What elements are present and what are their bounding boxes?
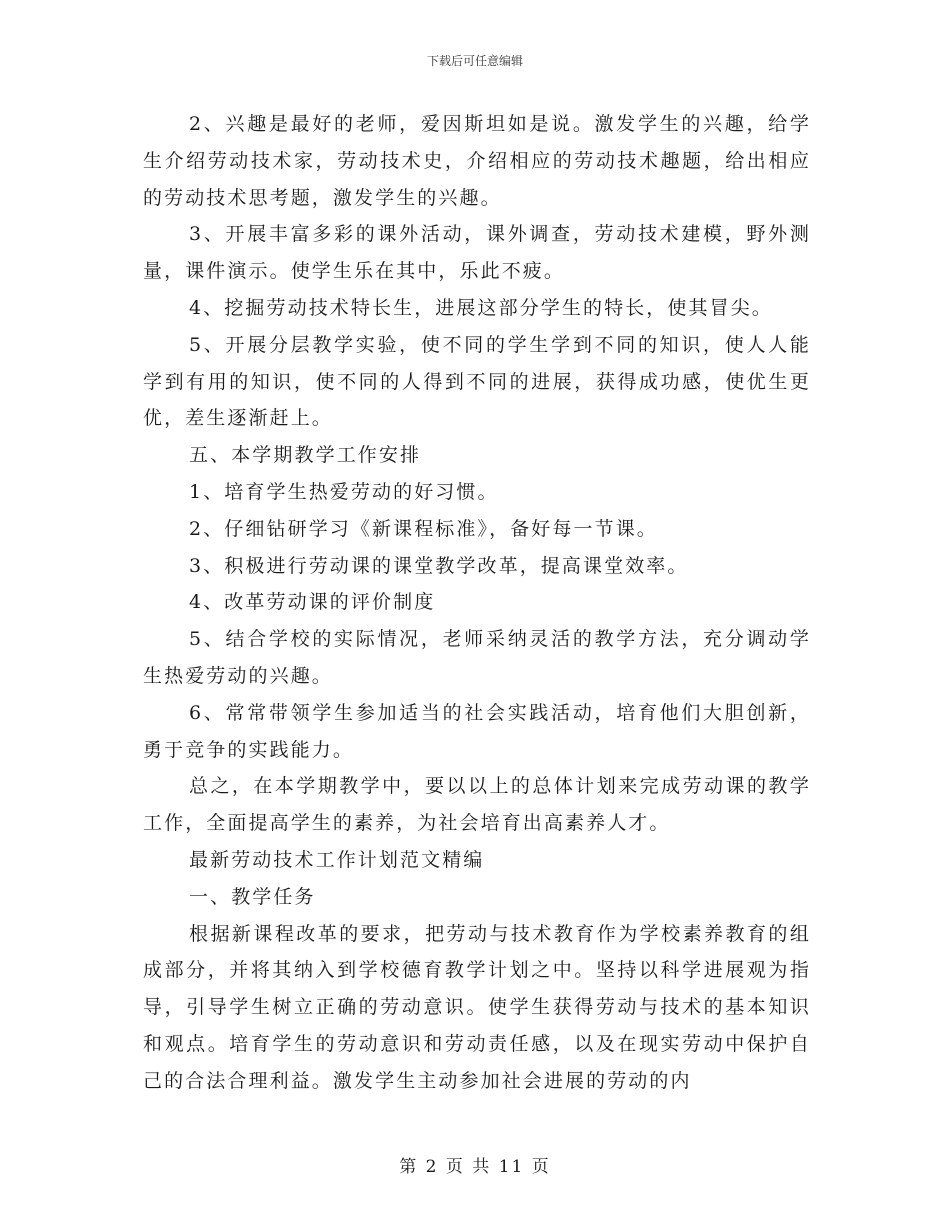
page-footer: 第 2 页 共 11 页 (399, 1157, 551, 1177)
list-item-practice: 6、常常带领学生参加适当的社会实践活动，培育他们大胆创新，勇于竞争的实践能力。 (143, 701, 811, 761)
list-item-evaluation: 4、改革劳动课的评价制度 (189, 591, 436, 614)
document-subtitle: 最新劳动技术工作计划范文精编 (189, 848, 485, 871)
paragraph-summary: 总之，在本学期教学中，要以以上的总体计划来完成劳动课的教学工作，全面提高学生的素养，为社会培育出高素养人才。 (143, 775, 811, 835)
section-heading-tasks: 一、教学任务 (189, 885, 316, 908)
paragraph-activities: 3、开展丰富多彩的课外活动，课外调查，劳动技术建模，野外测量，课件演示。使学生乐在其中，乐此不疲。 (143, 223, 811, 283)
list-item-standard: 2、仔细钻研学习《新课程标准》，备好每一节课。 (189, 517, 658, 540)
paragraph-talent: 4、挖掘劳动技术特长生，进展这部分学生的特长，使其冒尖。 (189, 296, 773, 319)
page-header: 下载后可任意编辑 (426, 54, 523, 68)
list-item-reform: 3、积极进行劳动课的课堂教学改革，提高课堂效率。 (189, 554, 689, 577)
paragraph-tasks: 根据新课程改革的要求，把劳动与技术教育作为学校素养教育的组成部分，并将其纳入到学校德育教学计划之中。坚持以科学进展观为指导，引导学生树立正确的劳动意识。使学生获得劳动与技术的基本知识和观点。培育学生的劳动意识和劳动责任感，以及在现实劳动中保护自己的合法合理利益。激发学生主动参加社会进展的劳动的内 (143, 922, 811, 1092)
list-item-methods: 5、结合学校的实际情况，老师采纳灵活的教学方法，充分调动学生热爱劳动的兴趣。 (143, 628, 811, 687)
section-heading-arrangement: 五、本学期教学工作安排 (189, 444, 422, 467)
document-body (143, 106, 811, 1100)
list-item-habit: 1、培育学生热爱劳动的好习惯。 (189, 480, 499, 503)
paragraph-interest: 2、兴趣是最好的老师，爱因斯坦如是说。激发学生的兴趣，给学生介绍劳动技术家，劳动技术史，介绍相应的劳动技术趣题，给出相应的劳动技术思考题，激发学生的兴趣。 (143, 113, 811, 209)
paragraph-layered: 5、开展分层教学实验，使不同的学生学到不同的知识，使人人能学到有用的知识，使不同的人得到不同的进展，获得成功感，使优生更优，差生逐渐赶上。 (143, 333, 811, 430)
